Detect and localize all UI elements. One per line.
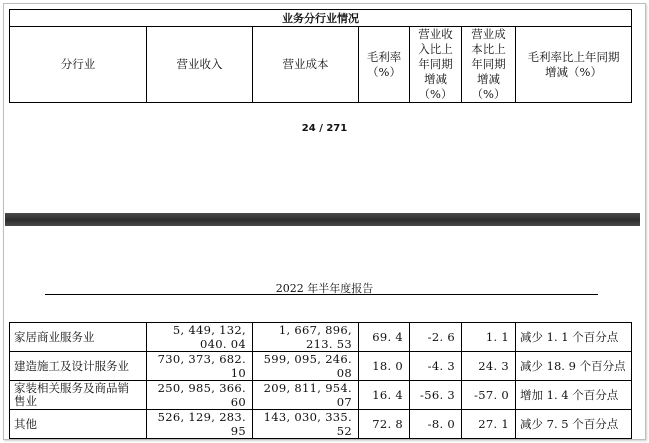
gross-margin-cell: 69. 4 [359, 323, 410, 352]
header-line: 增减 [424, 72, 447, 86]
revenue-change-cell: -56. 3 [410, 381, 462, 410]
header-line: 营业收 [418, 27, 453, 41]
cost-change-cell: 24. 3 [462, 352, 516, 381]
industry-line: 其他 [14, 416, 37, 431]
margin-change-cell: 增加 1. 4 个百分点 [516, 381, 632, 410]
header-line: （%） [471, 87, 506, 101]
revenue-change-cell: -4. 3 [410, 352, 462, 381]
header-line: 营业收入 [176, 57, 223, 71]
margin-change-cell: 减少 18. 9 个百分点 [516, 352, 632, 381]
revenue-cell: 526, 129, 283. 95 [147, 410, 253, 439]
cost-change-cell: 1. 1 [462, 323, 516, 352]
industry-line: 建造施工及设计服务业 [14, 358, 129, 373]
header-line: 增减（%） [545, 64, 602, 79]
cost-change-cell: -57. 0 [462, 381, 516, 410]
margin-change-cell: 减少 1. 1 个百分点 [516, 323, 632, 352]
header-line: （%） [367, 64, 401, 79]
header-cost-change [462, 27, 516, 103]
gross-margin-cell: 72. 8 [359, 410, 410, 439]
header-rule [45, 294, 598, 295]
page-number: 24 / 271 [301, 123, 348, 134]
page-separator [5, 213, 640, 226]
industry-line: 家装相关服务及商品销 [14, 381, 129, 395]
cost-cell: 599, 095, 246. 08 [253, 352, 359, 381]
industry-cell [10, 410, 147, 439]
header-line: 增减 [477, 72, 500, 86]
industry-data-table [9, 322, 632, 439]
report-title: 2022 年半年度报告 [275, 282, 374, 295]
header-industry [10, 27, 147, 103]
header-line: 分行业 [60, 57, 96, 71]
header-line: 本比上 [471, 42, 506, 56]
revenue-change-cell: -2. 6 [410, 323, 462, 352]
industry-cell [10, 381, 147, 410]
revenue-cell: 730, 373, 682. 10 [147, 352, 253, 381]
gross-margin-cell: 18. 0 [359, 352, 410, 381]
industry-header-table [9, 9, 632, 103]
cost-cell: 1, 667, 896, 213. 53 [253, 323, 359, 352]
revenue-cell: 250, 985, 366. 60 [147, 381, 253, 410]
gross-margin-cell: 16. 4 [359, 381, 410, 410]
cost-cell: 209, 811, 954. 07 [253, 381, 359, 410]
header-gross-margin [359, 27, 410, 103]
cost-cell: 143, 030, 335. 52 [253, 410, 359, 439]
header-revenue [147, 27, 253, 103]
table-row [10, 352, 632, 381]
industry-cell [10, 352, 147, 381]
table-row [10, 410, 632, 439]
header-margin-change [516, 27, 632, 103]
table-row [10, 323, 632, 352]
revenue-change-cell: -8. 0 [410, 410, 462, 439]
table-row [10, 381, 632, 410]
cost-change-cell: 27. 1 [462, 410, 516, 439]
header-line: 入比上 [418, 42, 453, 56]
header-revenue-change [410, 27, 462, 103]
margin-change-cell: 减少 7. 5 个百分点 [516, 410, 632, 439]
revenue-cell: 5, 449, 132, 040. 04 [147, 323, 253, 352]
header-line: 年同期 [471, 57, 506, 71]
header-line: 毛利率 [366, 49, 402, 64]
header-cost [253, 27, 359, 103]
industry-cell [10, 323, 147, 352]
header-line: 年同期 [418, 57, 453, 71]
header-line: 毛利率比上年同期 [527, 49, 620, 64]
industry-line: 售业 [14, 394, 37, 408]
table-title: 业务分行业情况 [10, 10, 632, 27]
header-line: （%） [418, 87, 453, 101]
industry-line: 家居商业服务业 [14, 329, 95, 344]
header-line: 营业成本 [282, 57, 329, 71]
header-line: 营业成 [471, 27, 506, 41]
